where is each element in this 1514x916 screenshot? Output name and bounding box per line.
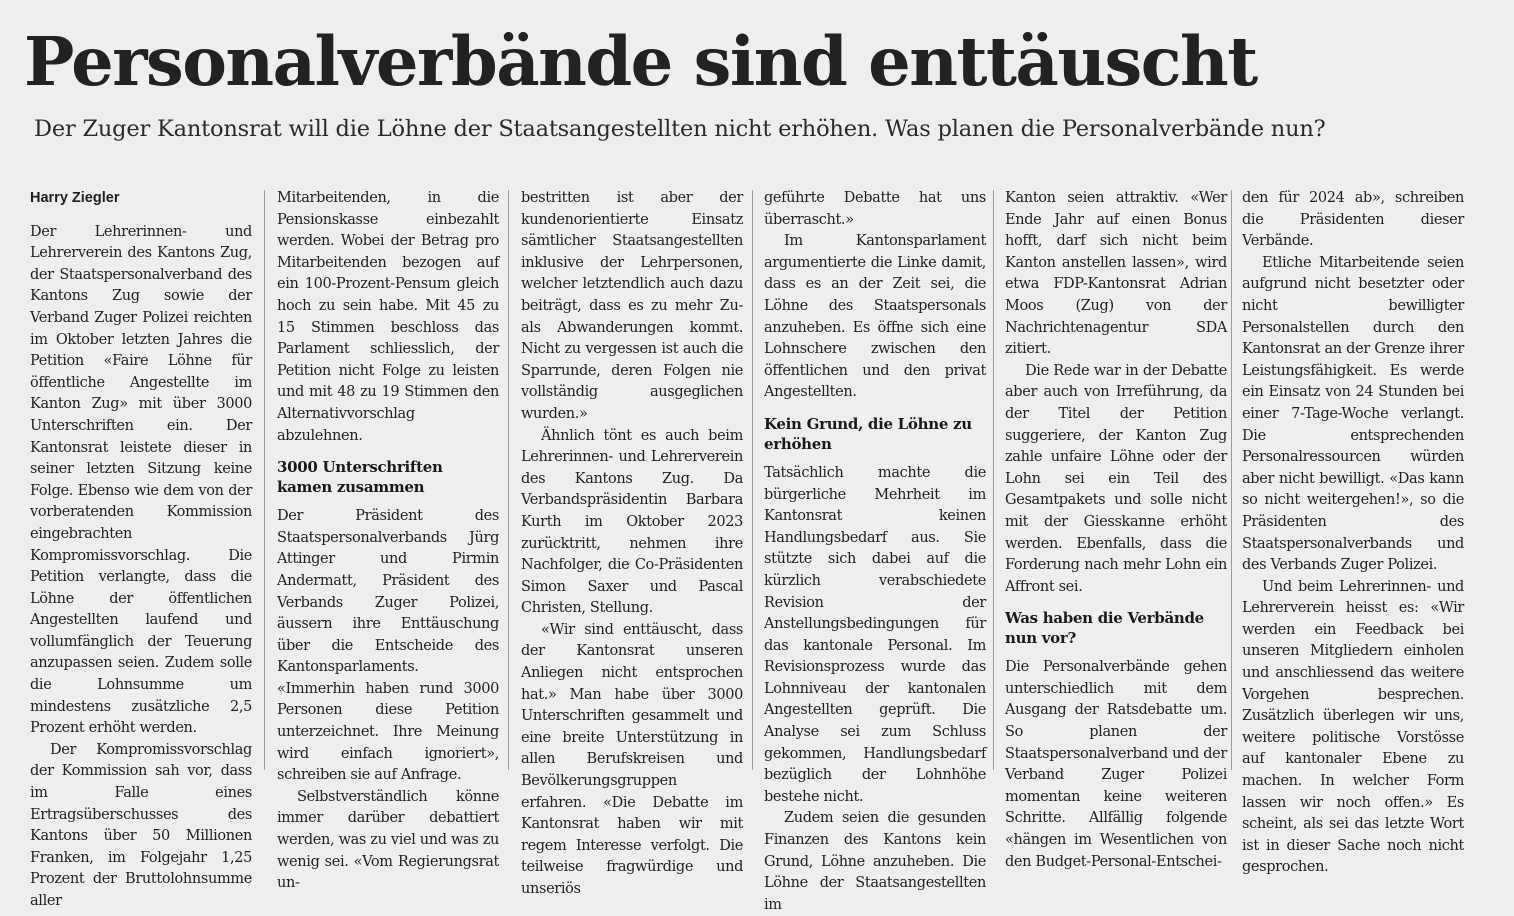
paragraph: «Wir sind enttäuscht, dass der Kantonsrat unseren Anliegen nicht entsprochen hat.» Man habe über 3000 Unterschriften gesammelt und eine breite Unterstützung in allen Berufskreisen und Bevölkerungsgruppen erfahren. «Die Debatte im Kantonsrat haben wir mit regem Interesse verfolgt. Die teilweise fragwürdige und unseriös bbox=[521, 621, 743, 897]
subheading: Kein Grund, die Löhne zu erhöhen bbox=[764, 414, 972, 453]
subheading: Was haben die Verbände nun vor? bbox=[1005, 609, 1204, 648]
paragraph: Tatsächlich machte die bürgerliche Mehrheit im Kantonsrat keinen Handlungsbedarf aus. Sie stützte sich dabei auf die kürzlich verabschiedete Revision der Anstellungsbedingungen für das kantonale Personal. Im Revisionsprozess wurde das Lohnniveau der kantonalen Angestellten geprüft. Die Analyse sei zum Schluss gekommen, Handlungsbedarf bezüglich der Lohnhöhe bestehe nicht. bbox=[764, 464, 986, 805]
paragraph: Die Rede war in der Debatte aber auch von Irreführung, da der Titel der Petition suggeriere, der Kanton Zug zahle unfaire Löhne oder der Lohn sei ein Teil des Gesamtpakets und solle nicht mit der Giesskanne erhöht werden. Ebenfalls, dass die Forderung nach mehr Lohn ein Affront sei. bbox=[1005, 362, 1227, 595]
paragraph: Ähnlich tönt es auch beim Lehrerinnen- und Lehrerverein des Kantons Zug. Da Verbandspräsidentin Barbara Kurth im Oktober 2023 zurücktritt, nehmen ihre Nachfolger, die Co-Präsidenten Simon Saxer und Pascal Christen, Stellung. bbox=[521, 427, 743, 617]
paragraph: Der Lehrerinnen- und Lehrerverein des Kantons Zug, der Staatspersonalverband des Kantons Zug sowie der Verband Zuger Polizei reichten im Oktober letzten Jahres die Petition «Faire Löhne für öffentliche Angestellte im Kanton Zug» mit über 3000 Unterschriften ein. Der Kantonsrat leistete dieser in seiner letzten Sitzung keine Folge. Ebenso wie dem von der vorberatenden Kommission eingebrachten Kompromissvorschlag. Die Petition verlangte, dass die Löhne der öffentlichen Angestellten laufend und vollumfänglich der Teuerung anzupassen seien. Zudem solle die Lohnsumme um mindestens zusätzliche 2,5 Prozent erhöht werden. bbox=[30, 223, 252, 737]
column-divider bbox=[508, 190, 509, 770]
paragraph: Mitarbeitenden, in die Pensionskasse einbezahlt werden. Wobei der Betrag pro Mitarbeitenden bezogen auf ein 100-Prozent-Pensum gleich hoch zu sein habe. Mit 45 zu 15 Stimmen beschloss das Parlament schliesslich, der Petition nicht Folge zu leisten und mit 48 zu 19 Stimmen den Alternativvorschlag abzulehnen. bbox=[277, 190, 499, 444]
paragraph: Selbstverständlich könne immer darüber debattiert werden, was zu viel und was zu wenig sei. «Vom Regierungsrat un- bbox=[277, 788, 499, 892]
text-column-2 bbox=[277, 188, 499, 895]
subheading: 3000 Unterschriften kamen zusammen bbox=[277, 458, 443, 497]
column-divider bbox=[752, 190, 753, 770]
paragraph: Die Personalverbände gehen unterschiedlich mit dem Ausgang der Ratsdebatte um. So planen der Staatspersonalverband und der Verband Zuger Polizei momentan keine weiteren Schritte. Allfällig folgende «hängen im Wesentlichen von den Budget-Personal-Entschei- bbox=[1005, 659, 1227, 870]
author-byline: Harry Ziegler bbox=[30, 190, 120, 206]
paragraph: Und beim Lehrerinnen- und Lehrerverein heisst es: «Wir werden ein Feedback bei unseren Mitgliedern einholen und anschliessend das weitere Vorgehen besprechen. Zusätzlich überlegen wir uns, weitere politische Vorstösse auf kantonaler Ebene zu machen. In welcher Form lassen wir noch offen.» Es scheint, als sei das letzte Wort ist in dieser Sache noch nicht gesprochen. bbox=[1242, 578, 1464, 876]
paragraph: Der Präsident des Staatspersonalverbands Jürg Attinger und Pirmin Andermatt, Präsident des Verbands Zuger Polizei, äussern ihre Enttäuschung über die Entscheide des Kantonsparlaments. «Immerhin haben rund 3000 Personen diese Petition unterzeichnet. Ihre Meinung wird einfach ignoriert», schreiben sie auf Anfrage. bbox=[277, 508, 499, 784]
paragraph: Etliche Mitarbeitende seien aufgrund nicht besetzter oder nicht bewilligter Personalstellen durch den Kantonsrat an der Grenze ihrer Leistungsfähigkeit. Es werde ein Einsatz von 24 Stunden bei einer 7-Tage-Woche verlangt. Die entsprechenden Personalressourcen würden aber nicht bewilligt. «Das kann so nicht weitergehen!», so die Präsidenten des Staatspersonalverbands und des Verbands Zuger Polizei. bbox=[1242, 254, 1464, 574]
text-column-1 bbox=[30, 188, 252, 913]
paragraph: den für 2024 ab», schreiben die Präsidenten dieser Verbände. bbox=[1242, 190, 1464, 250]
column-divider bbox=[993, 190, 994, 770]
text-column-3 bbox=[521, 188, 743, 901]
lead-text: Der Zuger Kantonsrat will die Löhne der Staatsangestellten nicht erhöhen. Was planen die Personalverbände nun? bbox=[34, 116, 1326, 142]
text-column-4 bbox=[764, 188, 986, 916]
paragraph: Im Kantonsparlament argumentierte die Linke damit, dass es an der Zeit sei, die Löhne des Staatspersonals anzuheben. Es öffne sich eine Lohnschere zwischen den öffentlichen und den privat Angestellten. bbox=[764, 233, 986, 401]
headline: Personalverbände sind enttäuscht bbox=[24, 22, 1257, 101]
text-column-5 bbox=[1005, 188, 1227, 873]
column-divider bbox=[264, 190, 265, 770]
column-divider bbox=[1231, 190, 1232, 770]
paragraph: Kanton seien attraktiv. «Wer Ende Jahr auf einen Bonus hofft, darf sich nicht beim Kanton anstellen lassen», wird etwa FDP-Kantonsrat Adrian Moos (Zug) von der Nachrichtenagentur SDA zitiert. bbox=[1005, 190, 1227, 358]
text-column-6 bbox=[1242, 188, 1464, 879]
paragraph: Der Kompromissvorschlag der Kommission sah vor, dass im Falle eines Ertragsüberschusses des Kantons über 50 Millionen Franken, im Folgejahr 1,25 Prozent der Bruttolohnsumme aller bbox=[30, 741, 252, 909]
paragraph: Zudem seien die gesunden Finanzen des Kantons kein Grund, Löhne anzuheben. Die Löhne der Staatsangestellten im bbox=[764, 810, 986, 913]
paragraph: bestritten ist aber der kundenorientierte Einsatz sämtlicher Staatsangestellten inklusive der Lehrpersonen, welcher letztendlich auch dazu beiträgt, dass es zu mehr Zu- als Abwanderungen kommt. Nicht zu vergessen ist auch die Sparrunde, deren Folgen nie vollständig ausgeglichen wurden.» bbox=[521, 190, 743, 422]
paragraph: geführte Debatte hat uns überrascht.» bbox=[764, 190, 986, 228]
